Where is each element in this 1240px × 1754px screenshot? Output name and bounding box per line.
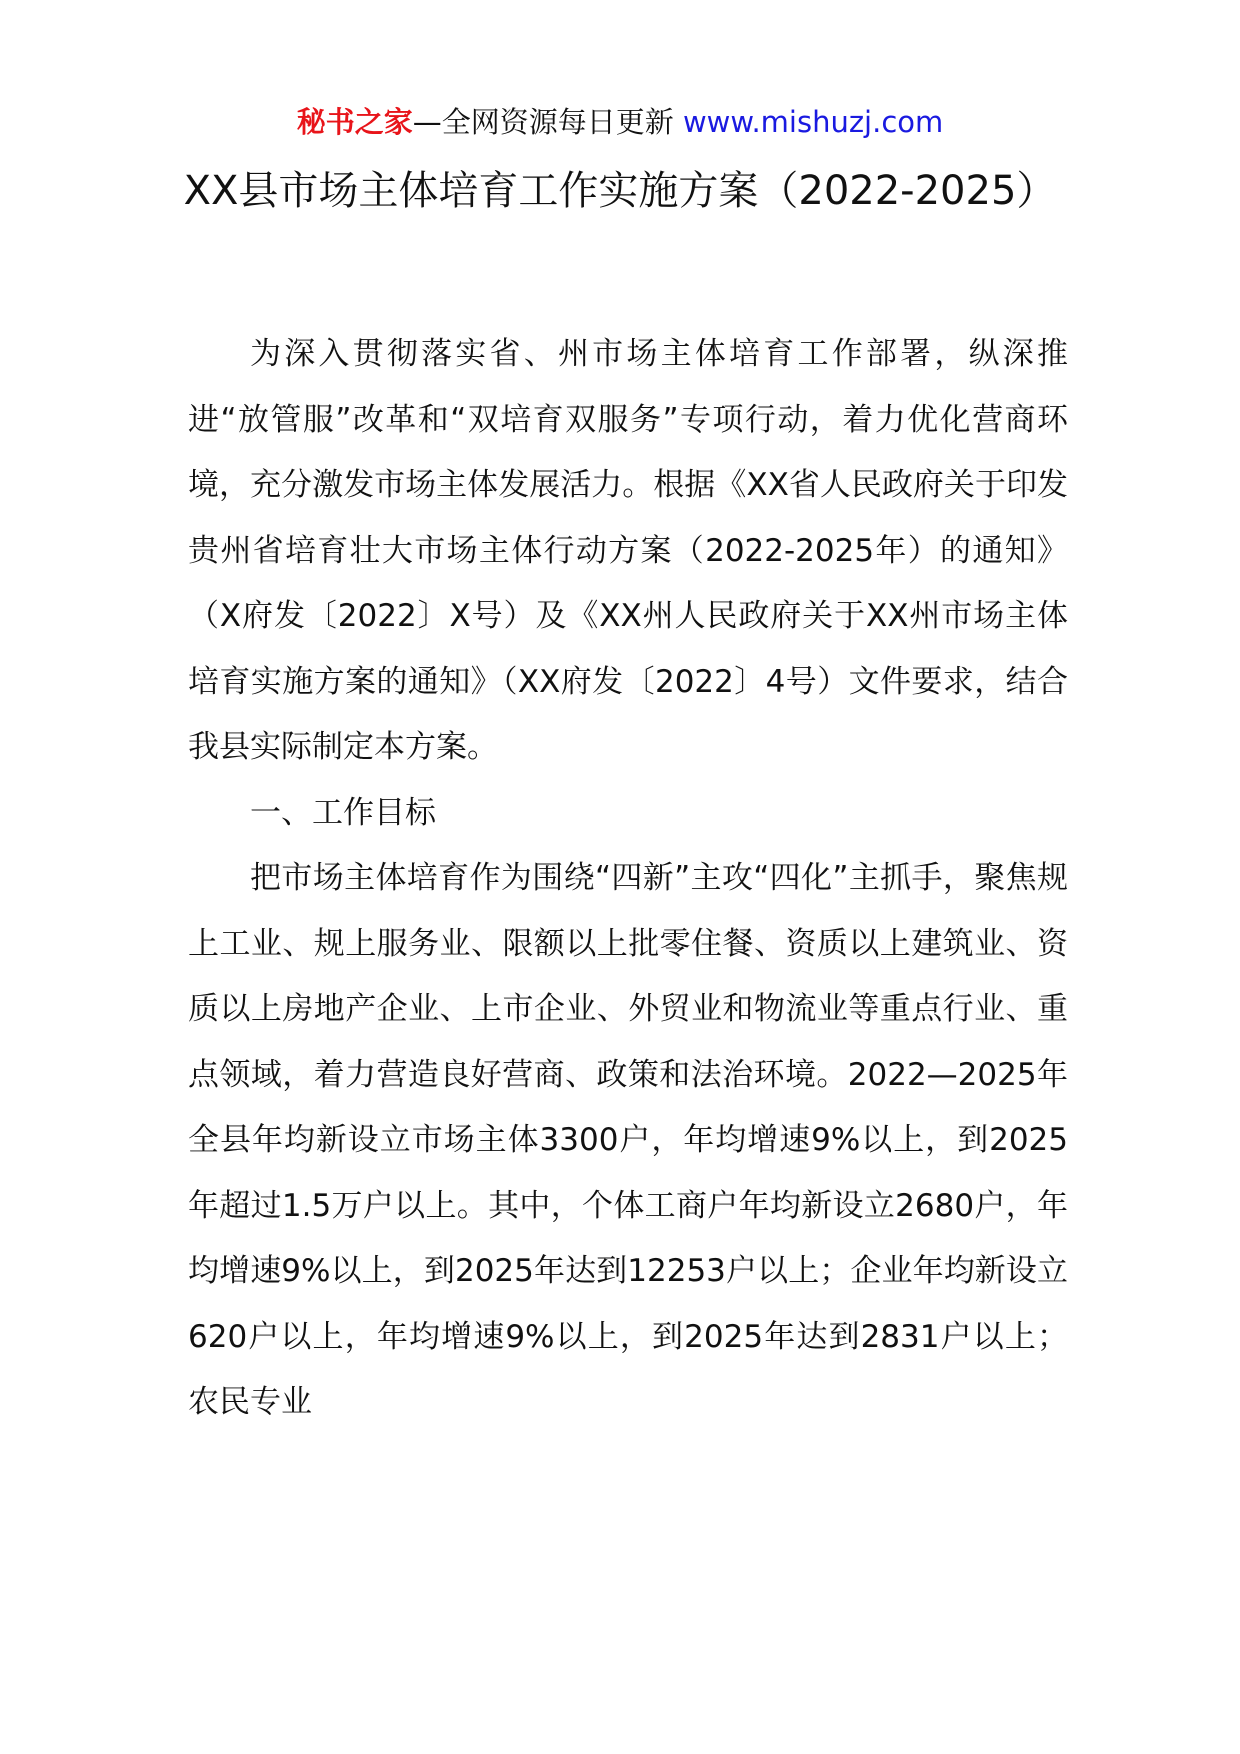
- document-title: XX县市场主体培育工作实施方案（2022-2025）: [183, 168, 1057, 214]
- site-url-link[interactable]: www.mishuzj.com: [682, 105, 944, 139]
- document-body: [188, 322, 1068, 1436]
- site-header: [0, 100, 1240, 144]
- brand-name: 秘书之家: [296, 105, 413, 139]
- header-tagline: —全网资源每日更新: [412, 105, 683, 139]
- section-heading: 一、工作目标: [250, 794, 436, 831]
- goals-paragraph: 把市场主体培育作为围绕“四新”主攻“四化”主抓手，聚焦规上工业、规上服务业、限额以上批零住餐、资质以上建筑业、资质以上房地产企业、上市企业、外贸业和物流业等重点行业、重点领域，着力营造良好营商、政策和法治环境。2022—2025年全县年均新设立市场主体3300户，年均增速9%以上，到2025年超过1.5万户以上。其中，个体工商户年均新设立2680户，年均增速9%以上，到2025年达到12253户以上；企业年均新设立620户以上，年均增速9%以上，到2025年达到2831户以上；农民专业: [188, 860, 1068, 1420]
- intro-paragraph: 为深入贯彻落实省、州市场主体培育工作部署，纵深推进“放管服”改革和“双培育双服务”专项行动，着力优化营商环境，充分激发市场主体发展活力。根据《XX省人民政府关于印发贵州省培育壮大市场主体行动方案（2022-2025年）的通知》（X府发〔2022〕X号）及《XX州人民政府关于XX州市场主体培育实施方案的通知》（XX府发〔2022〕4号）文件要求，结合我县实际制定本方案。: [188, 336, 1068, 765]
